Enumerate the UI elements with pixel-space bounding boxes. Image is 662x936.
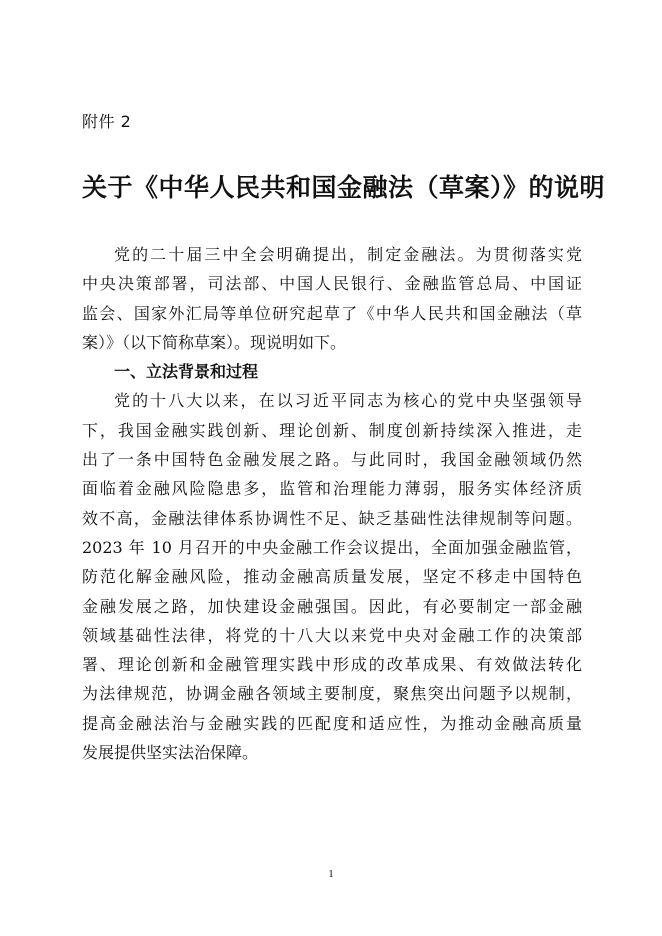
paragraph-line: 党的二十届三中全会明确提出，制定金融法。为贯彻落实党 <box>114 245 582 264</box>
attachment-label: 附件 2 <box>82 112 132 131</box>
document-body <box>82 240 582 767</box>
paragraph-line: 案）》（以下简称草案）。现说明如下。 <box>82 332 347 352</box>
paragraph-line: 金融发展之路，加快建设金融强国。因此，有必要制定一部金融 <box>82 596 582 616</box>
paragraph-line: 面临着金融风险隐患多，监管和治理能力薄弱，服务实体经济质 <box>82 479 582 499</box>
paragraph-line: 领域基础性法律，将党的十八大以来党中央对金融工作的决策部 <box>82 625 582 645</box>
paragraph-line: 发展提供坚实法治保障。 <box>82 743 259 763</box>
paragraph-line: 为法律规范，协调金融各领域主要制度，聚焦突出问题予以规制， <box>82 684 582 704</box>
paragraph-line: 效不高，金融法律体系协调性不足、缺乏基础性法律规制等问题。 <box>82 508 582 528</box>
paragraph-line: 下，我国金融实践创新、理论创新、制度创新持续深入推进，走 <box>82 420 582 440</box>
paragraph-intro <box>82 240 582 357</box>
paragraph-background <box>82 386 582 767</box>
section-heading: 一、立法背景和过程 <box>114 362 259 382</box>
paragraph-line: 署、理论创新和金融管理实践中形成的改革成果、有效做法转化 <box>82 655 582 675</box>
paragraph-line: 防范化解金融风险，推动金融高质量发展，坚定不移走中国特色 <box>82 567 582 587</box>
paragraph-line: 2023 年 10 月召开的中央金融工作会议提出，全面加强金融监管， <box>82 537 582 557</box>
document-title: 关于《中华人民共和国金融法（草案）》的说明 <box>82 173 606 202</box>
page-number: 1 <box>328 868 334 880</box>
paragraph-line: 党的十八大以来，在以习近平同志为核心的党中央坚强领导 <box>114 391 582 411</box>
paragraph-line: 出了一条中国特色金融发展之路。与此同时，我国金融领域仍然 <box>82 450 582 470</box>
paragraph-line: 提高金融法治与金融实践的匹配度和适应性，为推动金融高质量 <box>82 713 582 733</box>
paragraph-line: 监会、国家外汇局等单位研究起草了《中华人民共和国金融法（草 <box>82 303 582 323</box>
paragraph-line: 中央决策部署，司法部、中国人民银行、金融监管总局、中国证 <box>82 274 582 294</box>
